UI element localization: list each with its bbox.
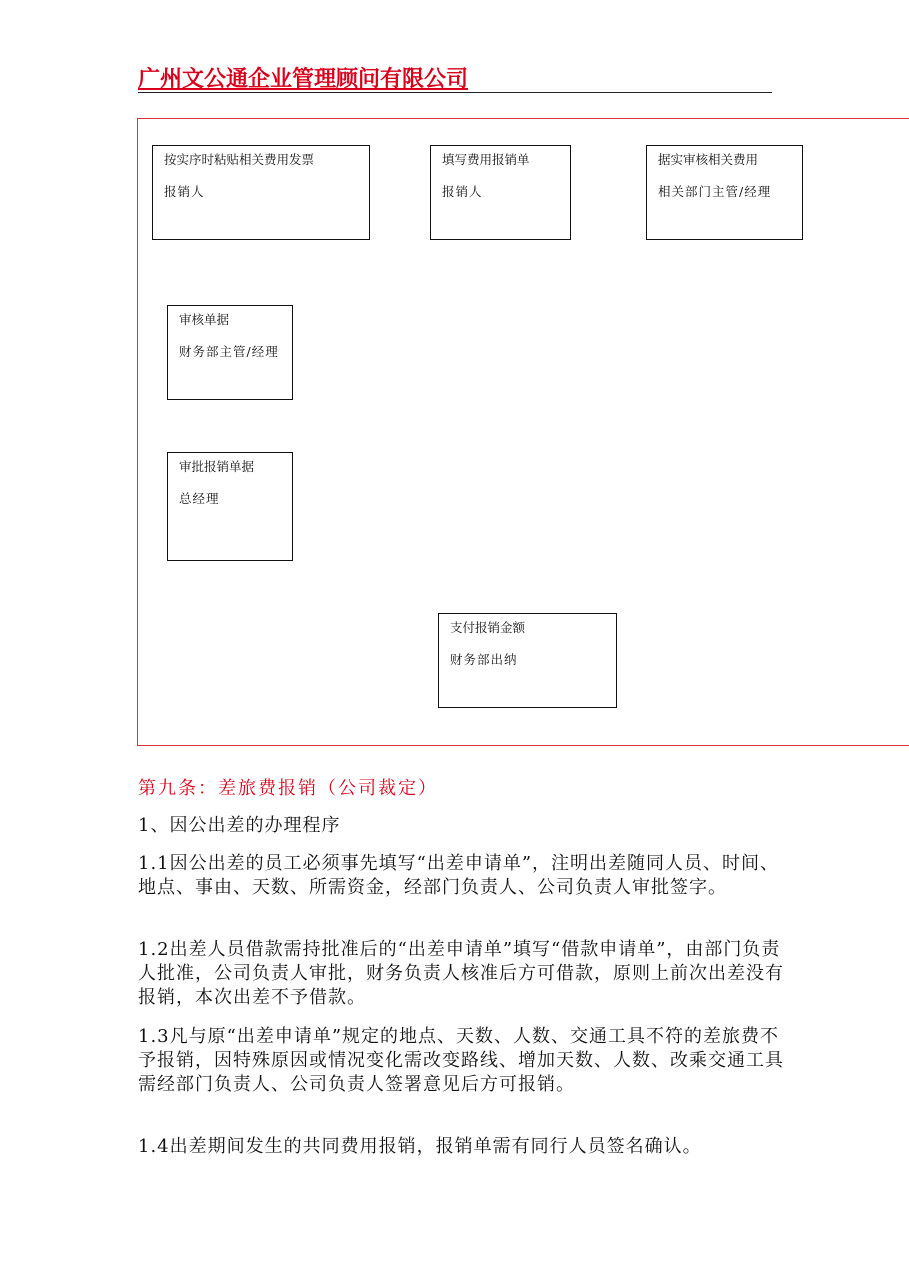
flow-step-paste-invoices bbox=[152, 145, 370, 240]
paragraph-1-3: 1.3凡与原“出差申请单”规定的地点、天数、人数、交通工具不符的差旅费不予报销，因特殊原因或情况变化需改变路线、增加天数、人数、改乘交通工具需经部门负责人、公司负责人签署意见后方可报销。 bbox=[138, 1026, 784, 1095]
section-heading: 第九条：差旅费报销（公司裁定） bbox=[138, 778, 438, 799]
paragraph-1-4: 1.4出差期间发生的共同费用报销，报销单需有同行人员签名确认。 bbox=[138, 1136, 702, 1157]
flow-step-finance-review bbox=[167, 305, 293, 400]
flow-step-role: 相关部门主管/经理 bbox=[658, 184, 772, 199]
flow-step-fill-form bbox=[430, 145, 571, 240]
company-name: 广州文公通企业管理顾问有限公司 bbox=[138, 67, 469, 92]
paragraph-1-2: 1.2出差人员借款需持批准后的“出差申请单”填写“借款申请单”，由部门负责人批准，公司负责人审批，财务负责人核准后方可借款，原则上前次出差没有报销，本次出差不予借款。 bbox=[138, 939, 784, 1008]
flow-step-title: 填写费用报销单 bbox=[442, 152, 530, 167]
flow-step-role: 报销人 bbox=[442, 184, 483, 199]
header-divider bbox=[138, 92, 772, 93]
flow-step-payment bbox=[438, 613, 617, 708]
flow-step-title: 按实序时粘贴相关费用发票 bbox=[164, 152, 315, 167]
flow-step-gm-approval bbox=[167, 452, 293, 561]
flow-step-title: 审批报销单据 bbox=[179, 459, 255, 474]
flow-step-role: 总经理 bbox=[179, 491, 220, 506]
flow-step-title: 审核单据 bbox=[179, 312, 230, 327]
flow-step-dept-review bbox=[646, 145, 803, 240]
section-subheading: 1、因公出差的办理程序 bbox=[138, 815, 341, 836]
flow-step-title: 支付报销金额 bbox=[450, 620, 526, 635]
paragraph-1-1: 1.1因公出差的员工必须事先填写“出差申请单”，注明出差随同人员、时间、地点、事由、天数、所需资金，经部门负责人、公司负责人审批签字。 bbox=[138, 853, 780, 898]
flow-step-role: 财务部出纳 bbox=[450, 652, 518, 667]
flow-step-role: 财务部主管/经理 bbox=[179, 344, 279, 359]
flow-step-title: 据实审核相关费用 bbox=[658, 152, 759, 167]
flow-step-role: 报销人 bbox=[164, 184, 205, 199]
